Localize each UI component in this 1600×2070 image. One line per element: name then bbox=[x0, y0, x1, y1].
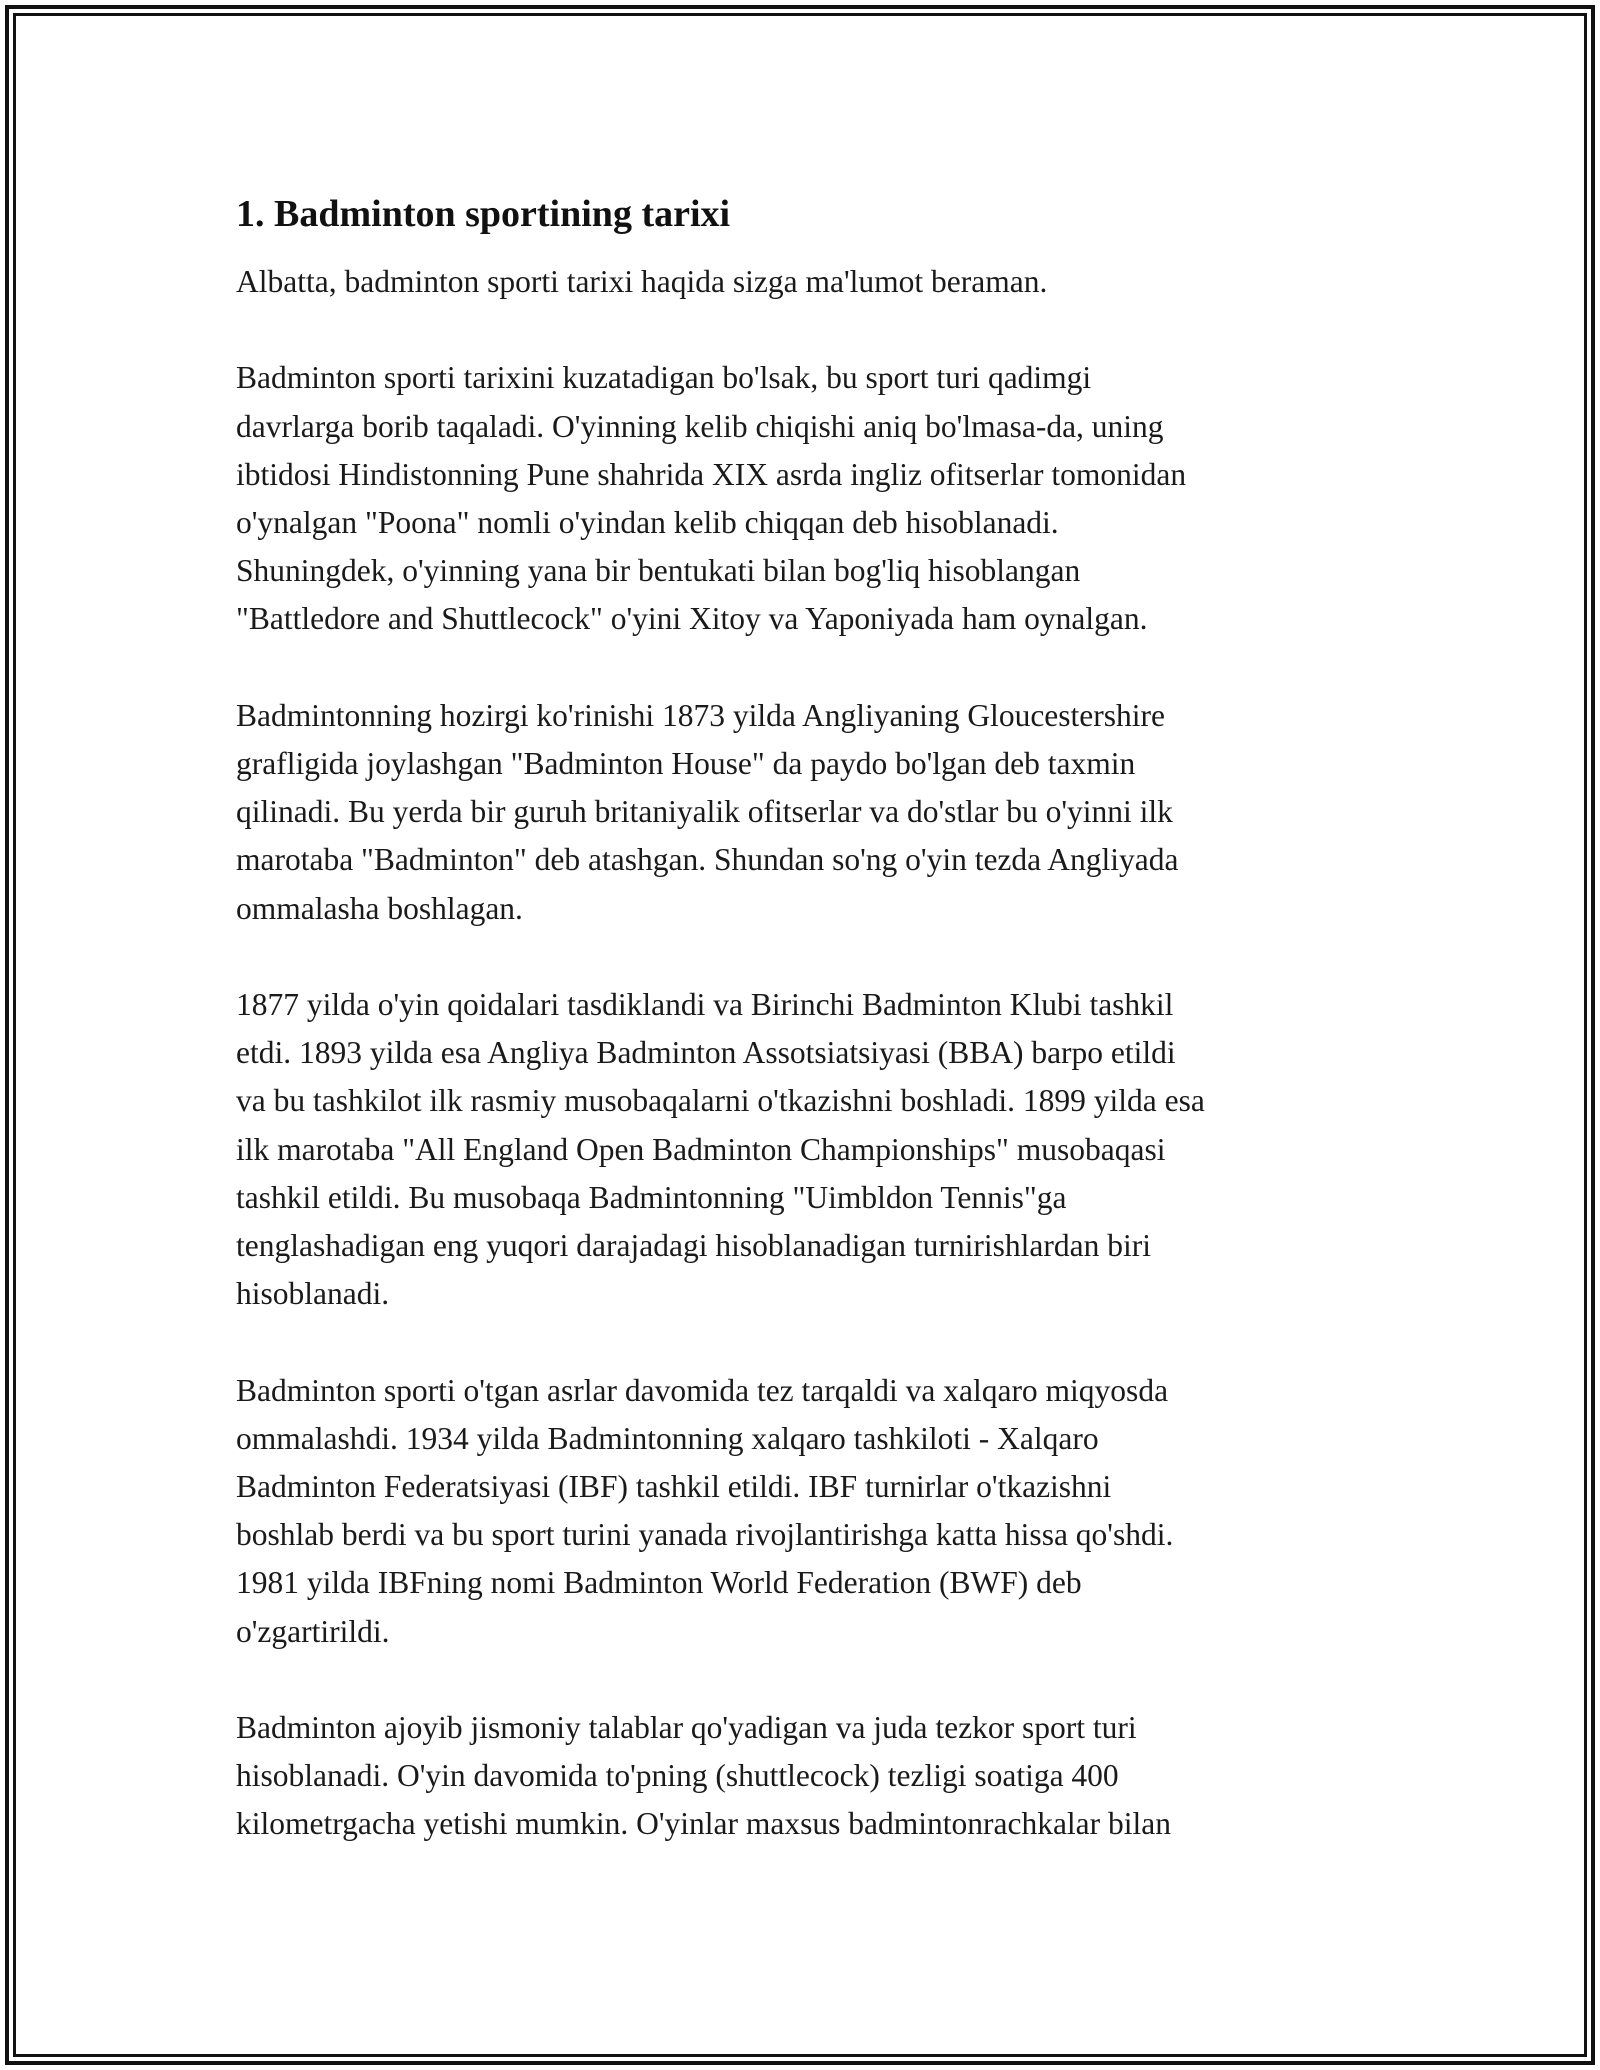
paragraph-line: grafligida joylashgan "Badminton House" da paydo bo'lgan deb taxmin bbox=[236, 746, 1136, 781]
paragraph-line: "Battledore and Shuttlecock" o'yini Xitoy va Yaponiyada ham oynalgan. bbox=[236, 601, 1148, 637]
paragraph-line: o'zgartirildi. bbox=[236, 1613, 390, 1649]
paragraph-line: hisoblanadi. O'yin davomida to'pning (shuttlecock) tezligi soatiga 400 bbox=[236, 1758, 1119, 1794]
paragraph-line: tashkil etildi. Bu musobaqa Badmintonning "Uimbldon Tennis"ga bbox=[236, 1179, 1067, 1215]
document-body bbox=[236, 190, 1386, 1897]
paragraph-line: o'ynalgan "Poona" nomli o'yindan kelib chiqqan deb hisoblanadi. bbox=[236, 505, 1059, 540]
paragraph-line: qilinadi. Bu yerda bir guruh britaniyalik ofitserlar va do'stlar bu o'yinni ilk bbox=[236, 794, 1173, 830]
paragraph-line: ibtidosi Hindistonning Pune shahrida XIX asrda ingliz ofitserlar tomonidan bbox=[236, 456, 1187, 492]
paragraph-line: ommalasha boshlagan. bbox=[236, 890, 523, 926]
paragraph-physical-demands bbox=[236, 1704, 1386, 1849]
paragraph-line: 1877 yilda o'yin qoidalari tasdiklandi va Birinchi Badminton Klubi tashkil bbox=[236, 987, 1174, 1022]
paragraph-badminton-house bbox=[236, 692, 1386, 933]
paragraph-line: ommalashdi. 1934 yilda Badmintonning xalqaro tashkiloti - Xalqaro bbox=[236, 1420, 1099, 1456]
paragraph-origins bbox=[236, 354, 1386, 643]
paragraph-line: Badmintonning hozirgi ko'rinishi 1873 yilda Angliyaning Gloucestershire bbox=[236, 697, 1165, 733]
paragraph-line: boshlab berdi va bu sport turini yanada rivojlantirishga katta hissa qo'shdi. bbox=[236, 1517, 1174, 1553]
paragraph-line: davrlarga borib taqaladi. O'yinning kelib chiqishi aniq bo'lmasa-da, uning bbox=[236, 408, 1164, 444]
paragraph-line: Badminton Federatsiyasi (IBF) tashkil etildi. IBF turnirlar o'tkazishni bbox=[236, 1469, 1112, 1505]
paragraph-line: hisoblanadi. bbox=[236, 1276, 390, 1312]
paragraph-line: va bu tashkilot ilk rasmiy musobaqalarni o'tkazishni boshladi. 1899 yilda esa bbox=[236, 1083, 1205, 1119]
paragraph-line: 1981 yilda IBFning nomi Badminton World Federation (BWF) deb bbox=[236, 1565, 1082, 1601]
paragraph-line: etdi. 1893 yilda esa Angliya Badminton Assotsiatsiyasi (BBA) barpo etildi bbox=[236, 1035, 1176, 1071]
paragraph-line: Badminton sporti tarixini kuzatadigan bo'lsak, bu sport turi qadimgi bbox=[236, 360, 1092, 396]
paragraph-international bbox=[236, 1367, 1386, 1656]
paragraph-line: kilometrgacha yetishi mumkin. O'yinlar maxsus badmintonrachkalar bilan bbox=[236, 1806, 1172, 1842]
paragraph-line: Albatta, badminton sporti tarixi haqida sizga ma'lumot beraman. bbox=[236, 264, 1048, 299]
paragraph-line: ilk marotaba "All England Open Badminton Championships" musobaqasi bbox=[236, 1131, 1166, 1167]
paragraph-line: Badminton ajoyib jismoniy talablar qo'yadigan va juda tezkor sport turi bbox=[236, 1710, 1137, 1746]
document-title: 1. Badminton sportining tarixi bbox=[236, 193, 731, 235]
paragraph-rules-and-clubs bbox=[236, 981, 1386, 1318]
paragraph-line: marotaba "Badminton" deb atashgan. Shundan so'ng o'yin tezda Angliyada bbox=[236, 842, 1179, 878]
paragraph-line: tenglashadigan eng yuqori darajadagi hisoblanadigan turnirishlardan biri bbox=[236, 1228, 1151, 1264]
paragraph-line: Badminton sporti o'tgan asrlar davomida tez tarqaldi va xalqaro miqyosda bbox=[236, 1372, 1169, 1408]
paragraph-intro bbox=[236, 258, 1386, 306]
paragraph-line: Shuningdek, o'yinning yana bir bentukati bilan bog'liq hisoblangan bbox=[236, 553, 1081, 589]
